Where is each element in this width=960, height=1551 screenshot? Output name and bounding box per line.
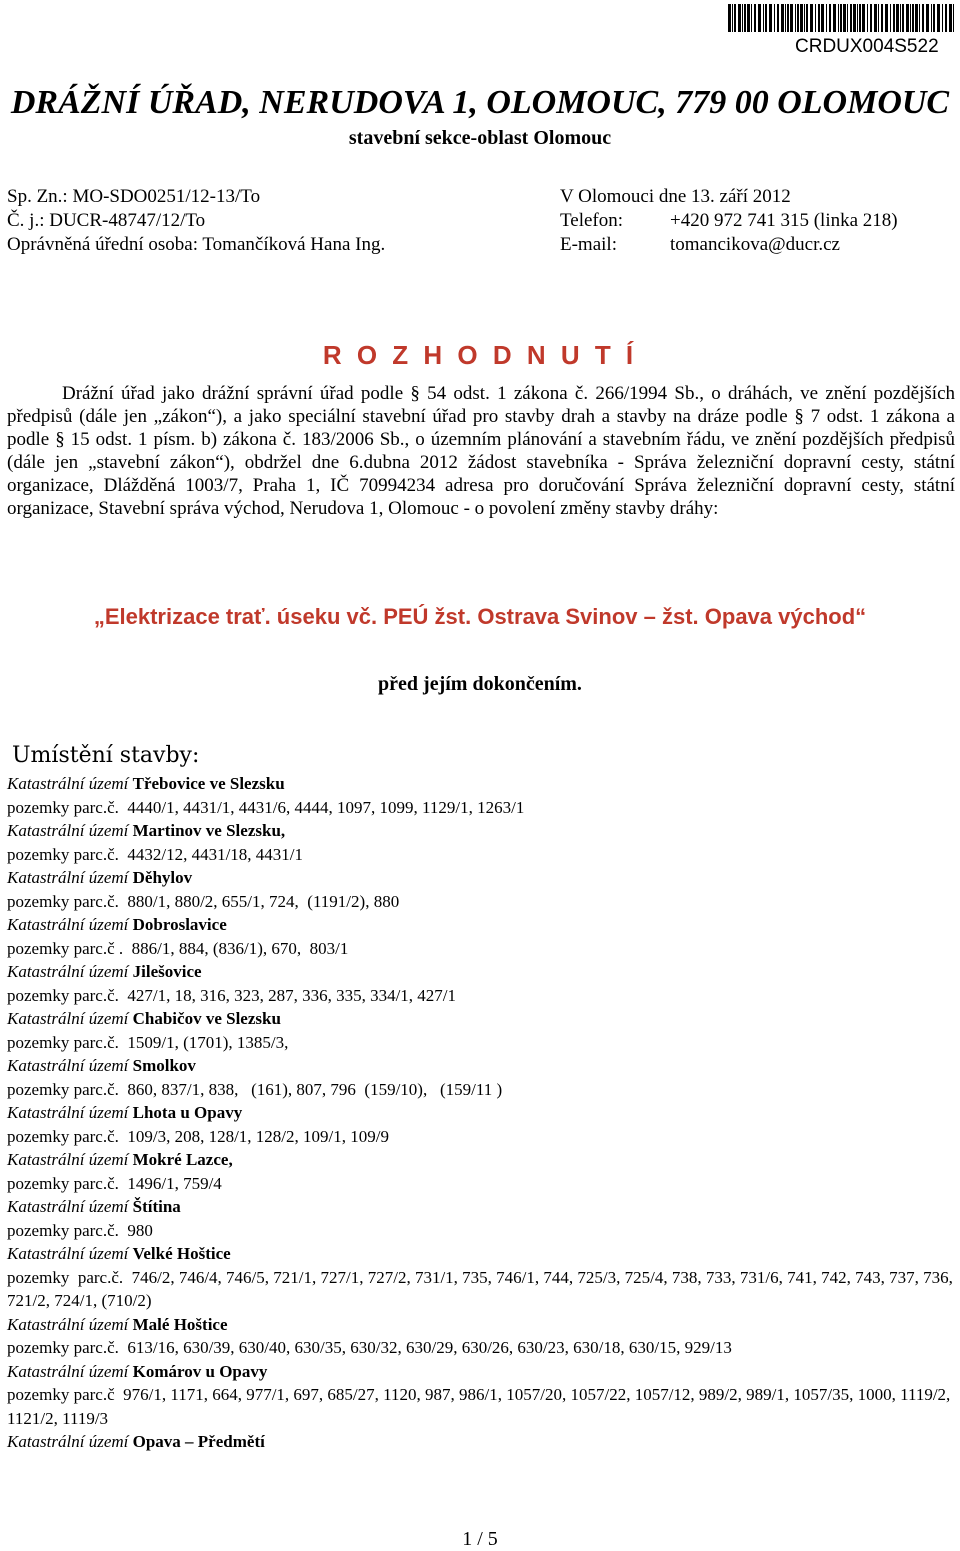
barcode-bar (942, 4, 943, 32)
barcode-bar (810, 4, 813, 32)
barcode-bar (787, 4, 789, 32)
barcode-bar (777, 4, 779, 32)
barcode-bar (906, 4, 909, 32)
barcode-bar (744, 4, 746, 32)
barcode-bar (754, 4, 756, 32)
barcode-bar (751, 4, 752, 32)
barcode-bar (804, 4, 805, 32)
before-completion: před jejím dokončením. (378, 673, 582, 695)
barcode-bar (922, 4, 924, 32)
barcode-bar (953, 4, 954, 32)
territory-name (7, 1360, 955, 1384)
parcel-list: pozemky parc.č. 880/1, 880/2, 655/1, 724, (1191/2), 880 (7, 891, 400, 911)
barcode-bar (806, 4, 808, 32)
barcode-bar (734, 4, 736, 32)
barcode-bar (769, 4, 772, 32)
territory-name (7, 913, 955, 937)
case-number: Č. j.: DUCR-48747/12/To (7, 210, 206, 231)
territory-value: Štítina (132, 1197, 181, 1216)
territory-label: Katastrální území (7, 868, 133, 887)
territory-value: Třebovice ve Slezsku (132, 774, 285, 793)
territory-label: Katastrální území (7, 821, 133, 840)
territory-label: Katastrální území (7, 774, 133, 793)
territory-label: Katastrální území (7, 1197, 133, 1216)
territory-name (7, 1148, 955, 1172)
territory-name (7, 772, 955, 796)
barcode-bar (797, 4, 799, 32)
barcode-bar (857, 4, 858, 32)
barcode-bar (893, 4, 895, 32)
barcode-bar (919, 4, 920, 32)
barcode-bar (874, 4, 877, 32)
barcode-bar (859, 4, 861, 32)
place-date: V Olomouci dne 13. září 2012 (560, 186, 791, 207)
barcode-bar (765, 4, 767, 32)
barcode-bar (758, 4, 761, 32)
territory-name (7, 1101, 955, 1125)
barcode-bar (747, 4, 750, 32)
barcode-bar (853, 4, 856, 32)
barcode-bar (840, 4, 842, 32)
territory-value: Jilešovice (132, 962, 202, 981)
parcel-list: pozemky parc.č. 1496/1, 759/4 (7, 1173, 222, 1193)
barcode-bar (949, 4, 952, 32)
territory-label: Katastrální území (7, 1150, 133, 1169)
barcode-bar (885, 4, 888, 32)
territory-name (7, 1054, 955, 1078)
barcode-bar (821, 4, 824, 32)
barcode-bar (870, 4, 872, 32)
document-code: CRDUX004S522 (795, 36, 939, 57)
barcode-bar (900, 4, 901, 32)
territory-name (7, 866, 955, 890)
territory-value: Velké Hoštice (132, 1244, 231, 1263)
reference-number: Sp. Zn.: MO-SDO0251/12-13/To (7, 186, 261, 207)
barcode-bar (785, 4, 786, 32)
barcode-bar (774, 4, 775, 32)
barcode-bar (833, 4, 836, 32)
parcel-list: pozemky parc.č. 980 (7, 1220, 153, 1240)
barcode-bar (890, 4, 891, 32)
barcode-bar (732, 4, 733, 32)
territory-label: Katastrální území (7, 1103, 133, 1122)
barcode-bar (931, 4, 932, 32)
territory-label: Katastrální území (7, 962, 133, 981)
territory-list (7, 772, 958, 1454)
territory-value: Opava – Předmětí (132, 1432, 265, 1451)
parcel-list: pozemky parc.č. 4440/1, 4431/1, 4431/6, 4444, 1097, 1099, 1129/1, 1263/1 (7, 797, 525, 817)
barcode-bar (815, 4, 816, 32)
territory-name (7, 1430, 955, 1454)
authorized-person: Oprávněná úřední osoba: Tomančíková Hana Ing. (7, 234, 386, 255)
location-title: Umístění stavby: (12, 743, 200, 768)
territory-value: Malé Hoštice (132, 1314, 228, 1334)
territory-value: Smolkov (132, 1056, 196, 1075)
barcode-bar (781, 4, 784, 32)
barcode-bar (867, 4, 868, 32)
barcode-bar (843, 4, 846, 32)
territory-label: Katastrální území (7, 1056, 133, 1075)
parcel-list: pozemky parc.č. 860, 837/1, 838, (161), 807, 796 (159/10), (159/11 ) (7, 1079, 503, 1099)
section-heading: stavební sekce-oblast Olomouc (348, 127, 612, 149)
parcel-list: pozemky parc.č 976/1, 1171, 664, 977/1, 697, 685/27, 1120, 987, 986/1, 1057/20, 1057/22, 1057/12, 989/2, 989/1, 1057/35, 1000, 1119/2, 1121/2, 1119/3 (7, 1385, 955, 1428)
parcel-list: pozemky parc.č. 427/1, 18, 316, 323, 287, 336, 335, 334/1, 427/1 (7, 985, 457, 1005)
barcode-bar (728, 4, 731, 32)
barcode-bar (742, 4, 743, 32)
office-heading: DRÁŽNÍ ÚŘAD, NERUDOVA 1, OLOMOUC, 779 00 OLOMOUC (10, 84, 950, 121)
territory-name (7, 1313, 955, 1337)
parcel-list: pozemky parc.č. 746/2, 746/4, 746/5, 721/1, 727/1, 727/2, 731/1, 735, 746/1, 744, 725/3, 725/4, 738, 733, 731/6, 741, 742, 743, 737, 736, 721/2, 724/1, (710/2) (7, 1267, 958, 1310)
territory-label: Katastrální území (7, 1244, 133, 1263)
territory-label: Katastrální území (7, 1361, 133, 1381)
email-label: E-mail: (560, 234, 617, 255)
territory-value: Lhota u Opavy (132, 1103, 243, 1122)
territory-name (7, 819, 955, 843)
parcel-list: pozemky parc.č. 4432/12, 4431/18, 4431/1 (7, 844, 304, 864)
email-value: tomancikova@ducr.cz (670, 234, 840, 255)
barcode-bar (926, 4, 929, 32)
territory-value: Komárov u Opavy (132, 1361, 268, 1381)
territory-name (7, 960, 955, 984)
parcel-list: pozemky parc.č. 1509/1, (1701), 1385/3, (7, 1032, 289, 1052)
barcode (728, 4, 956, 32)
parcel-list: pozemky parc.č. 109/3, 208, 128/1, 128/2, 109/1, 109/9 (7, 1126, 389, 1146)
barcode-bar (800, 4, 803, 32)
intro-paragraph: Drážní úřad jako drážní správní úřad podle § 54 odst. 1 zákona č. 266/1994 Sb., o dráhách, ve znění pozdějších předpisů (dále jen „zákon“), a jako speciální stavební úřad pro stavby drah a stavby na dráze podle § 7 odst. 1 zákona a podle § 15 odst. 1 písm. b) zákona č. 183/2006 Sb., o územním plánování a stavebním řádu, ve znění pozdějších předpisů (dále jen „stavební zákon“), obdržel dne 6.dubna 2012 žádost stavebníka - Správa železniční dopravní cesty, státní organizace, Dlážděná 1003/7, Praha 1, IČ 70994234 adresa pro doručování Správa železniční dopravní cesty, státní organizace, Stavební správa východ, Nerudova 1, Olomouc - o povolení změny stavby dráhy: (7, 383, 955, 519)
barcode-bar (847, 4, 848, 32)
barcode-bar (878, 4, 879, 32)
barcode-bar (818, 4, 820, 32)
barcode-bar (881, 4, 883, 32)
territory-label: Katastrální území (7, 1314, 133, 1334)
territory-name (7, 1195, 955, 1219)
project-name: „Elektrizace trať. úseku vč. PEÚ žst. Ostrava Svinov – žst. Opava východ“ (93, 604, 867, 629)
page-number: 1 / 5 (462, 1528, 498, 1550)
phone-label: Telefon: (560, 210, 624, 231)
barcode-bar (790, 4, 793, 32)
barcode-bar (945, 4, 947, 32)
barcode-bar (912, 4, 914, 32)
barcode-bar (738, 4, 741, 32)
barcode-bar (763, 4, 764, 32)
barcode-bar (862, 4, 865, 32)
barcode-bar (902, 4, 904, 32)
territory-value: Dobroslavice (132, 915, 227, 934)
territory-label: Katastrální území (7, 1009, 133, 1028)
territory-name (7, 1242, 955, 1266)
territory-value: Mokré Lazce, (132, 1150, 233, 1169)
territory-value: Děhylov (132, 868, 193, 887)
barcode-bar (937, 4, 940, 32)
territory-value: Martinov ve Slezsku, (132, 821, 286, 840)
territory-label: Katastrální území (7, 915, 133, 934)
barcode-bar (915, 4, 918, 32)
phone-value: +420 972 741 315 (linka 218) (670, 210, 898, 231)
barcode-bar (850, 4, 852, 32)
barcode-bar (933, 4, 935, 32)
parcel-list: pozemky parc.č . 886/1, 884, (836/1), 670, 803/1 (7, 938, 349, 958)
decision-title: R O Z H O D N U T Í (322, 340, 638, 370)
barcode-bar (838, 4, 839, 32)
territory-name (7, 1007, 955, 1031)
barcode-bar (910, 4, 911, 32)
barcode-bar (896, 4, 899, 32)
barcode-bar (829, 4, 831, 32)
barcode-bar (795, 4, 796, 32)
territory-label: Katastrální území (7, 1432, 133, 1451)
parcel-list: pozemky parc.č. 613/16, 630/39, 630/40, 630/35, 630/32, 630/29, 630/26, 630/23, 630/18, 630/15, 929/13 (7, 1338, 732, 1357)
barcode-bar (826, 4, 827, 32)
territory-value: Chabičov ve Slezsku (132, 1009, 281, 1028)
